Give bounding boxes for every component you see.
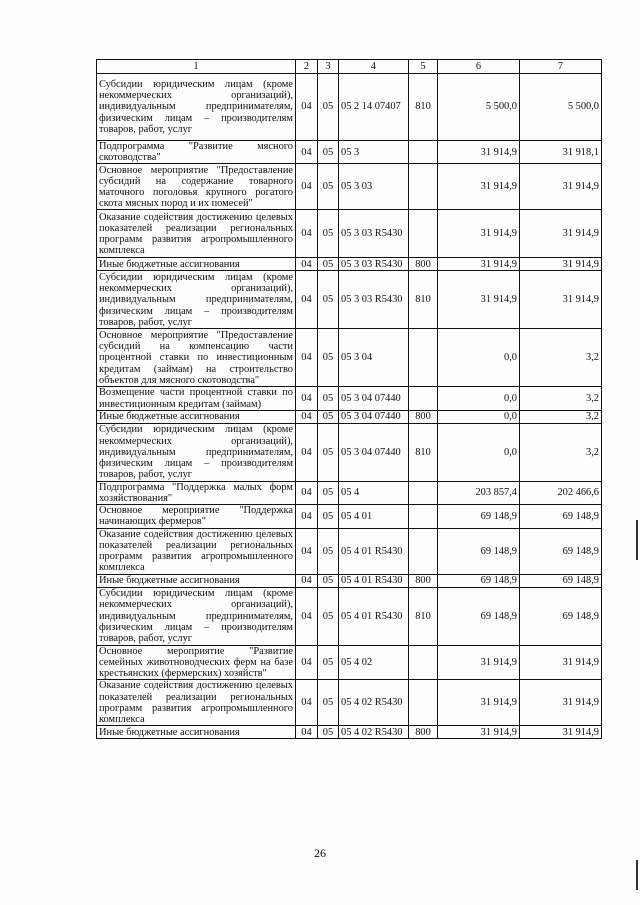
- subsection-code-cell: 05: [318, 74, 339, 141]
- expense-type-cell: [409, 210, 438, 258]
- section-code-cell: 04: [296, 528, 318, 574]
- table-row: [97, 258, 602, 271]
- row-name-cell: Иные бюджетные ассигнования: [97, 258, 296, 271]
- column-header: 3: [318, 60, 339, 74]
- table-row: [97, 680, 602, 726]
- expense-type-cell: [409, 680, 438, 726]
- row-name-cell: Возмещение части процентной ставки по инвестиционным кредитам (займам): [97, 387, 296, 410]
- amount-year2-cell: 3,2: [520, 410, 602, 423]
- amount-year2-cell: 31 914,9: [520, 726, 602, 739]
- section-code-cell: 04: [296, 74, 318, 141]
- section-code-cell: 04: [296, 587, 318, 645]
- amount-year2-cell: 202 466,6: [520, 481, 602, 504]
- section-code-cell: 04: [296, 258, 318, 271]
- section-code-cell: 04: [296, 141, 318, 164]
- scan-edge-mark: [636, 520, 638, 560]
- amount-year1-cell: 5 500,0: [438, 74, 520, 141]
- table-row: [97, 481, 602, 504]
- row-name-cell: Подпрограмма "Развитие мясного скотоводства": [97, 141, 296, 164]
- row-name-cell: Иные бюджетные ассигнования: [97, 410, 296, 423]
- amount-year1-cell: 31 914,9: [438, 680, 520, 726]
- amount-year2-cell: 3,2: [520, 329, 602, 387]
- column-header: 5: [409, 60, 438, 74]
- row-name-cell: Основное мероприятие "Предоставление субсидий на содержание товарного маточного поголовья крупного рогатого скота мясных пород и их помесей": [97, 164, 296, 210]
- subsection-code-cell: 05: [318, 574, 339, 587]
- row-name-cell: Субсидии юридическим лицам (кроме некоммерческих организаций), индивидуальным предпринимателям, физическим лицам – производителям товаров, работ, услуг: [97, 423, 296, 481]
- page-number: 26: [314, 846, 326, 860]
- table-row: [97, 587, 602, 645]
- subsection-code-cell: 05: [318, 726, 339, 739]
- target-article-cell: 05 3: [339, 141, 409, 164]
- section-code-cell: 04: [296, 164, 318, 210]
- row-name-cell: Оказание содействия достижению целевых показателей реализации региональных программ развития агропромышленного комплекса: [97, 528, 296, 574]
- section-code-cell: 04: [296, 726, 318, 739]
- subsection-code-cell: 05: [318, 329, 339, 387]
- table-row: [97, 528, 602, 574]
- amount-year2-cell: 69 148,9: [520, 574, 602, 587]
- table-header-row: [97, 60, 602, 74]
- expense-type-cell: 810: [409, 271, 438, 329]
- column-header: 4: [339, 60, 409, 74]
- row-name-cell: Субсидии юридическим лицам (кроме некоммерческих организаций), индивидуальным предпринимателям, физическим лицам – производителям товаров, работ, услуг: [97, 271, 296, 329]
- subsection-code-cell: 05: [318, 587, 339, 645]
- target-article-cell: 05 4 01 R5430: [339, 528, 409, 574]
- table-row: [97, 164, 602, 210]
- table-row: [97, 210, 602, 258]
- section-code-cell: 04: [296, 329, 318, 387]
- column-header: 1: [97, 60, 296, 74]
- table-row: [97, 726, 602, 739]
- target-article-cell: 05 3 04: [339, 329, 409, 387]
- table-body: [97, 74, 602, 739]
- amount-year1-cell: 31 914,9: [438, 164, 520, 210]
- amount-year2-cell: 5 500,0: [520, 74, 602, 141]
- subsection-code-cell: 05: [318, 505, 339, 528]
- subsection-code-cell: 05: [318, 410, 339, 423]
- target-article-cell: 05 2 14 07407: [339, 74, 409, 141]
- amount-year1-cell: 0,0: [438, 387, 520, 410]
- target-article-cell: 05 3 04 07440: [339, 387, 409, 410]
- section-code-cell: 04: [296, 680, 318, 726]
- amount-year1-cell: 31 914,9: [438, 258, 520, 271]
- expense-type-cell: [409, 387, 438, 410]
- subsection-code-cell: 05: [318, 387, 339, 410]
- amount-year1-cell: 31 914,9: [438, 645, 520, 680]
- expense-type-cell: [409, 329, 438, 387]
- target-article-cell: 05 3 03: [339, 164, 409, 210]
- row-name-cell: Иные бюджетные ассигнования: [97, 726, 296, 739]
- row-name-cell: Основное мероприятие "Предоставление субсидий на компенсацию части процентной ставки по инвестиционным кредитам (займам) на строительство объектов для мясного скотоводства": [97, 329, 296, 387]
- amount-year2-cell: 69 148,9: [520, 505, 602, 528]
- expense-type-cell: 800: [409, 574, 438, 587]
- amount-year1-cell: 0,0: [438, 423, 520, 481]
- table-row: [97, 141, 602, 164]
- target-article-cell: 05 4: [339, 481, 409, 504]
- table-row: [97, 410, 602, 423]
- expense-type-cell: 800: [409, 410, 438, 423]
- target-article-cell: 05 4 02: [339, 645, 409, 680]
- subsection-code-cell: 05: [318, 258, 339, 271]
- expense-type-cell: [409, 164, 438, 210]
- subsection-code-cell: 05: [318, 210, 339, 258]
- subsection-code-cell: 05: [318, 423, 339, 481]
- column-header: 2: [296, 60, 318, 74]
- amount-year1-cell: 69 148,9: [438, 587, 520, 645]
- expense-type-cell: [409, 528, 438, 574]
- amount-year2-cell: 31 914,9: [520, 271, 602, 329]
- amount-year1-cell: 31 914,9: [438, 210, 520, 258]
- column-header: 7: [520, 60, 602, 74]
- column-header: 6: [438, 60, 520, 74]
- amount-year1-cell: 69 148,9: [438, 505, 520, 528]
- subsection-code-cell: 05: [318, 164, 339, 210]
- table-row: [97, 329, 602, 387]
- amount-year1-cell: 69 148,9: [438, 574, 520, 587]
- target-article-cell: 05 4 01 R5430: [339, 587, 409, 645]
- amount-year2-cell: 31 914,9: [520, 645, 602, 680]
- subsection-code-cell: 05: [318, 645, 339, 680]
- subsection-code-cell: 05: [318, 481, 339, 504]
- expense-type-cell: [409, 505, 438, 528]
- subsection-code-cell: 05: [318, 528, 339, 574]
- amount-year2-cell: 31 914,9: [520, 210, 602, 258]
- table-row: [97, 271, 602, 329]
- amount-year1-cell: 31 914,9: [438, 726, 520, 739]
- target-article-cell: 05 4 02 R5430: [339, 726, 409, 739]
- target-article-cell: 05 3 03 R5430: [339, 210, 409, 258]
- row-name-cell: Субсидии юридическим лицам (кроме некоммерческих организаций), индивидуальным предпринимателям, физическим лицам – производителям товаров, работ, услуг: [97, 74, 296, 141]
- target-article-cell: 05 3 04 07440: [339, 423, 409, 481]
- section-code-cell: 04: [296, 574, 318, 587]
- scan-edge-mark: [636, 860, 638, 890]
- expense-type-cell: [409, 481, 438, 504]
- expense-type-cell: 800: [409, 258, 438, 271]
- amount-year1-cell: 31 914,9: [438, 271, 520, 329]
- section-code-cell: 04: [296, 481, 318, 504]
- section-code-cell: 04: [296, 410, 318, 423]
- amount-year2-cell: 31 914,9: [520, 164, 602, 210]
- amount-year1-cell: 0,0: [438, 410, 520, 423]
- amount-year1-cell: 0,0: [438, 329, 520, 387]
- expense-type-cell: 810: [409, 74, 438, 141]
- row-name-cell: Основное мероприятие "Поддержка начинающих фермеров": [97, 505, 296, 528]
- row-name-cell: Оказание содействия достижению целевых показателей реализации региональных программ развития агропромышленного комплекса: [97, 210, 296, 258]
- amount-year1-cell: 69 148,9: [438, 528, 520, 574]
- table-row: [97, 505, 602, 528]
- expense-type-cell: 810: [409, 423, 438, 481]
- amount-year2-cell: 31 918,1: [520, 141, 602, 164]
- expense-type-cell: [409, 141, 438, 164]
- subsection-code-cell: 05: [318, 141, 339, 164]
- section-code-cell: 04: [296, 210, 318, 258]
- section-code-cell: 04: [296, 505, 318, 528]
- amount-year2-cell: 3,2: [520, 423, 602, 481]
- subsection-code-cell: 05: [318, 271, 339, 329]
- table-row: [97, 74, 602, 141]
- table-row: [97, 387, 602, 410]
- table-row: [97, 645, 602, 680]
- target-article-cell: 05 4 01: [339, 505, 409, 528]
- amount-year2-cell: 3,2: [520, 387, 602, 410]
- target-article-cell: 05 3 03 R5430: [339, 258, 409, 271]
- section-code-cell: 04: [296, 645, 318, 680]
- budget-table: [96, 59, 602, 739]
- amount-year2-cell: 31 914,9: [520, 258, 602, 271]
- row-name-cell: Иные бюджетные ассигнования: [97, 574, 296, 587]
- amount-year2-cell: 69 148,9: [520, 528, 602, 574]
- section-code-cell: 04: [296, 423, 318, 481]
- row-name-cell: Основное мероприятие "Развитие семейных животноводческих ферм на базе крестьянских (фермерских) хозяйств": [97, 645, 296, 680]
- target-article-cell: 05 4 01 R5430: [339, 574, 409, 587]
- target-article-cell: 05 4 02 R5430: [339, 680, 409, 726]
- amount-year1-cell: 203 857,4: [438, 481, 520, 504]
- amount-year1-cell: 31 914,9: [438, 141, 520, 164]
- table-row: [97, 423, 602, 481]
- row-name-cell: Оказание содействия достижению целевых показателей реализации региональных программ развития агропромышленного комплекса: [97, 680, 296, 726]
- row-name-cell: Подпрограмма "Поддержка малых форм хозяйствования": [97, 481, 296, 504]
- subsection-code-cell: 05: [318, 680, 339, 726]
- expense-type-cell: [409, 645, 438, 680]
- amount-year2-cell: 69 148,9: [520, 587, 602, 645]
- target-article-cell: 05 3 04 07440: [339, 410, 409, 423]
- amount-year2-cell: 31 914,9: [520, 680, 602, 726]
- section-code-cell: 04: [296, 387, 318, 410]
- row-name-cell: Субсидии юридическим лицам (кроме некоммерческих организаций), индивидуальным предпринимателям, физическим лицам – производителям товаров, работ, услуг: [97, 587, 296, 645]
- target-article-cell: 05 3 03 R5430: [339, 271, 409, 329]
- expense-type-cell: 810: [409, 587, 438, 645]
- table-row: [97, 574, 602, 587]
- section-code-cell: 04: [296, 271, 318, 329]
- expense-type-cell: 800: [409, 726, 438, 739]
